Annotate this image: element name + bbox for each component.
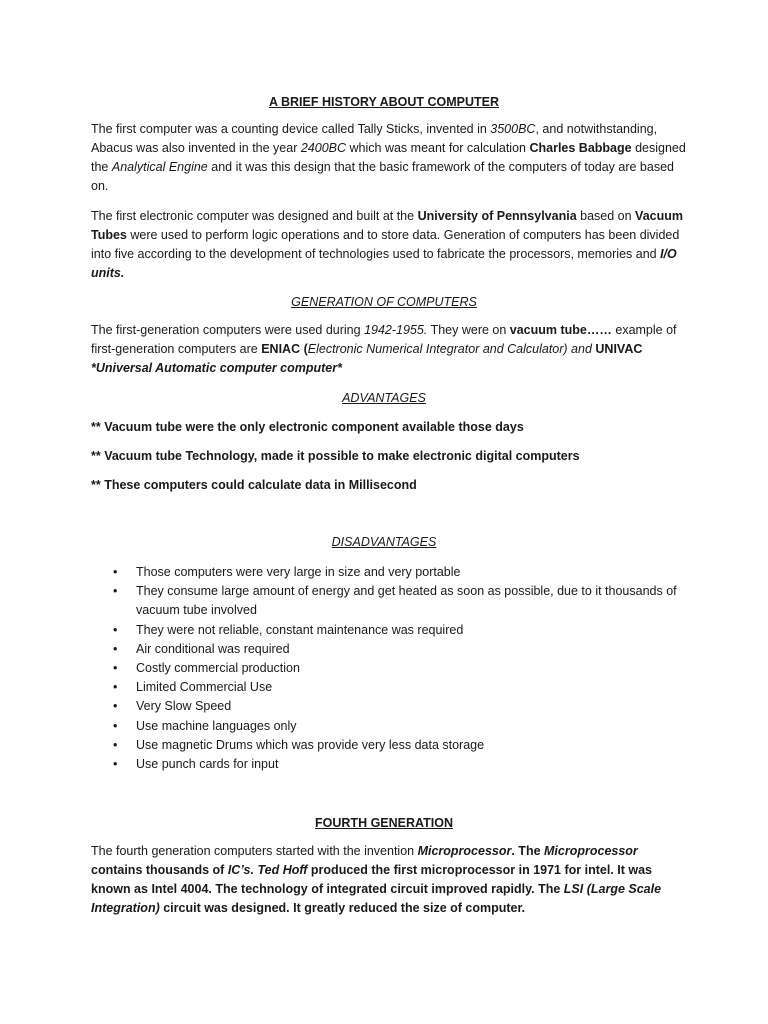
bullet-icon: • [113, 661, 118, 676]
list-item: • Air conditional was required [91, 640, 691, 659]
bullet-icon: • [113, 737, 118, 752]
bullet-icon: • [113, 641, 118, 656]
list-item: • Use magnetic Drums which was provide very less data storage [91, 736, 691, 755]
fourth-generation-heading: FOURTH GENERATION [315, 816, 453, 830]
paragraph-first-generation: The first-generation computers were used during 1942-1955. They were on vacuum tube…… example of first-generation computers are ENIAC (Electronic Numerical Integrator and Calculator) and UNIVAC *Universal Automatic computer computer* [91, 323, 677, 375]
list-item: • Use punch cards for input [91, 755, 691, 774]
list-item: • Use machine languages only [91, 717, 691, 736]
advantage-item: ** These computers could calculate data in Millisecond [91, 478, 417, 492]
bullet-icon: • [113, 565, 118, 579]
bullet-icon: • [113, 680, 118, 695]
disadvantages-heading: DISADVANTAGES [331, 535, 437, 549]
disadvantages-list [91, 563, 691, 774]
paragraph-fourth-generation: The fourth generation computers started with the invention Microprocessor. The Microprocessor contains thousands of IC’s. Ted Hoff produced the first microprocessor in 1971 for intel. It was known as Intel 4004. The technology of integrated circuit improved rapidly. The LSI (Large Scale Integration) circuit was designed. It greatly reduced the size of computer. [91, 844, 662, 915]
advantages-heading: ADVANTAGES [342, 391, 426, 405]
generation-heading: GENERATION OF COMPUTERS [291, 295, 477, 309]
bullet-icon: • [113, 622, 118, 637]
advantage-item: ** Vacuum tube were the only electronic component available those days [91, 420, 524, 434]
advantage-item: ** Vacuum tube Technology, made it possible to make electronic digital computers [91, 449, 580, 463]
list-item: • Costly commercial production [91, 659, 691, 678]
paragraph-electronic: The first electronic computer was designed and built at the University of Pennsylvania based on Vacuum Tubes were used to perform logic operations and to store data. Generation of computers has been divided into five according to the development of technologies used to fabricate the processors, memories and I/O units. [91, 209, 683, 280]
bullet-icon: • [113, 757, 118, 772]
list-item: • Limited Commercial Use [91, 678, 691, 697]
document-title: A BRIEF HISTORY ABOUT COMPUTER [268, 95, 500, 109]
bullet-icon: • [113, 699, 118, 714]
list-item: • Very Slow Speed [91, 697, 691, 716]
bullet-icon: • [113, 718, 118, 733]
bullet-icon: • [113, 584, 118, 599]
list-item: • Those computers were very large in size and very portable [91, 563, 691, 582]
list-item: • They consume large amount of energy and get heated as soon as possible, due to it thousands of vacuum tube involved [113, 584, 677, 618]
list-item: • They were not reliable, constant maintenance was required [91, 621, 691, 640]
paragraph-intro: The first computer was a counting device called Tally Sticks, invented in 3500BC, and notwithstanding, Abacus was also invented in the year 2400BC which was meant for calculation Charles Babbage designed the Analytical Engine and it was this design that the basic framework of the computers of today are based on. [91, 122, 686, 193]
